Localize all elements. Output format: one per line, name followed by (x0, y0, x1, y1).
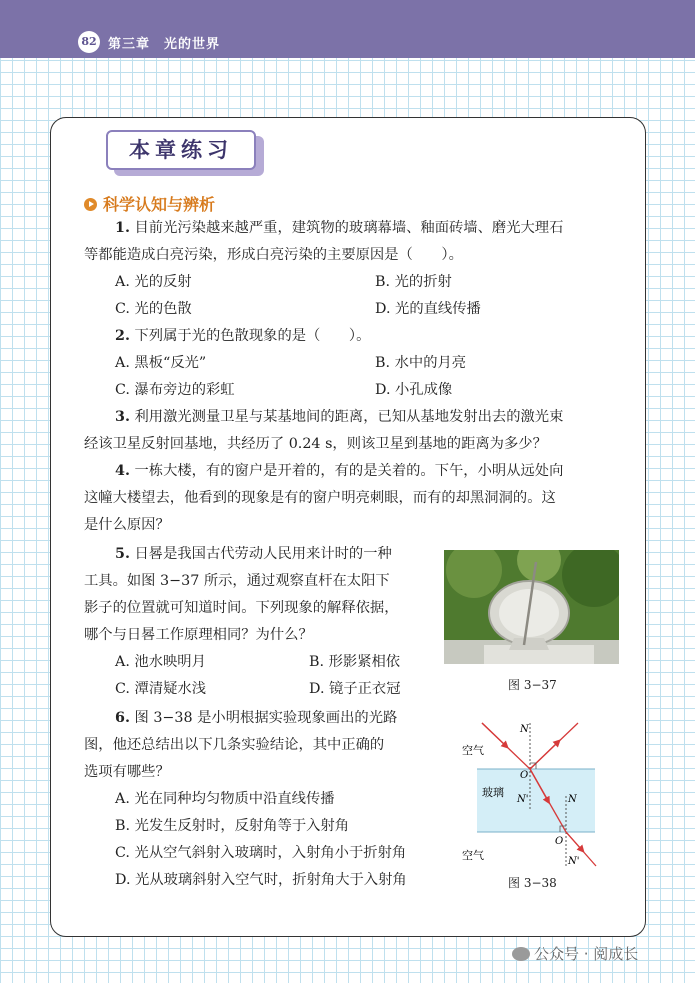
question-1-line-2: 等都能造成白亮污染，形成白亮污染的主要原因是（ ）。 (84, 247, 463, 263)
option: C. 光的色散 (115, 301, 192, 317)
question-3-line-2: 经该卫星反射回基地，共经历了 0.24 s，则该卫星到基地的距离为多少？ (84, 436, 547, 452)
sundial-illustration (444, 550, 619, 664)
question-3-text: 利用激光测量卫星与某基地间的距离，已知从基地发射出去的激光束 (134, 409, 564, 425)
option: B. 水中的月亮 (375, 355, 467, 371)
wechat-icon (512, 947, 530, 961)
question-1-line-1 (115, 218, 563, 238)
option: A. 光在同种均匀物质中沿直线传播 (115, 791, 335, 807)
label-air-top: 空气 (462, 744, 484, 757)
page-number: 82 (78, 31, 100, 53)
question-5-line-4: 哪个与日晷工作原理相同？为什么？ (84, 627, 313, 643)
section-title: 科学认知与辨析 (103, 195, 216, 214)
label-n-prime-bottom: N' (568, 856, 580, 867)
option: A. 池水映明月 (115, 654, 206, 670)
question-2-number: 2. (115, 328, 130, 344)
label-n-prime-top: N' (517, 794, 529, 805)
label-o-bottom: O (555, 836, 564, 847)
label-o-top: O (520, 770, 529, 781)
question-5-line-3: 影子的位置就可知道时间。下列现象的解释依据， (84, 600, 399, 616)
question-6-text: 图 3−38 是小明根据实验现象画出的光路 (134, 710, 398, 726)
question-3-number: 3. (115, 409, 130, 425)
sundial-photo (444, 550, 619, 664)
question-2-line-1 (115, 326, 370, 346)
question-2-text: 下列属于光的色散现象的是（ ）。 (134, 328, 371, 344)
option: B. 光的折射 (375, 274, 452, 290)
figure-3-38-caption: 图 3−38 (508, 876, 557, 890)
question-4-text: 一栋大楼，有的窗户是开着的，有的是关着的。下午，小明从远处向 (134, 463, 564, 479)
watermark (512, 943, 638, 964)
reflected-arrow (530, 742, 558, 769)
label-n-top: N (520, 724, 529, 735)
question-5-line-1 (115, 544, 392, 564)
option: D. 光从玻璃斜射入空气时，折射角大于入射角 (115, 872, 407, 888)
chapter-title: 第三章 光的世界 (108, 37, 221, 52)
option: A. 光的反射 (115, 274, 192, 290)
question-6-number: 6. (115, 710, 130, 726)
question-6-line-2: 图，他还总结出以下几条实验结论，其中正确的 (84, 737, 385, 753)
option: C. 光从空气斜射入玻璃时，入射角小于折射角 (115, 845, 407, 861)
question-1-number: 1. (115, 220, 130, 236)
figure-3-37-caption: 图 3−37 (508, 678, 557, 692)
question-4-number: 4. (115, 463, 130, 479)
question-5-text: 日晷是我国古代劳动人民用来计时的一种 (134, 546, 392, 562)
question-4-line-1 (115, 461, 563, 481)
page-header (0, 0, 695, 58)
option: A. 黑板“反光” (115, 355, 207, 371)
question-4-line-3: 是什么原因？ (84, 517, 170, 533)
section-heading (84, 192, 215, 215)
question-6-line-1 (115, 708, 397, 728)
option: D. 镜子正衣冠 (309, 681, 401, 697)
question-4-line-2: 这幢大楼望去，他看到的现象是有的窗户明亮刺眼，而有的却黑洞洞的。这 (84, 490, 556, 506)
watermark-text: 公众号 · 阅成长 (534, 945, 639, 963)
question-6-line-3: 选项有哪些？ (84, 764, 170, 780)
question-3-line-1 (115, 407, 563, 427)
exercise-badge: 本章练习 (106, 130, 256, 170)
incident-arrow (482, 723, 506, 746)
emergent-arrow (566, 832, 582, 850)
option: D. 小孔成像 (375, 382, 453, 398)
question-5-line-2: 工具。如图 3−37 所示，通过观察直杆在太阳下 (84, 573, 390, 589)
label-n-bottom: N (568, 794, 577, 805)
label-glass: 玻璃 (482, 786, 504, 799)
option: B. 光发生反射时，反射角等于入射角 (115, 818, 350, 834)
option: C. 潭清疑水浅 (115, 681, 207, 697)
question-5-number: 5. (115, 546, 130, 562)
label-air-bottom: 空气 (462, 849, 484, 862)
play-bullet-icon (84, 198, 97, 211)
option: C. 瀑布旁边的彩虹 (115, 382, 235, 398)
light-path-diagram (462, 718, 612, 873)
question-1-text: 目前光污染越来越严重，建筑物的玻璃幕墙、釉面砖墙、磨光大理石 (134, 220, 564, 236)
option: D. 光的直线传播 (375, 301, 481, 317)
option: B. 形影紧相依 (309, 654, 401, 670)
